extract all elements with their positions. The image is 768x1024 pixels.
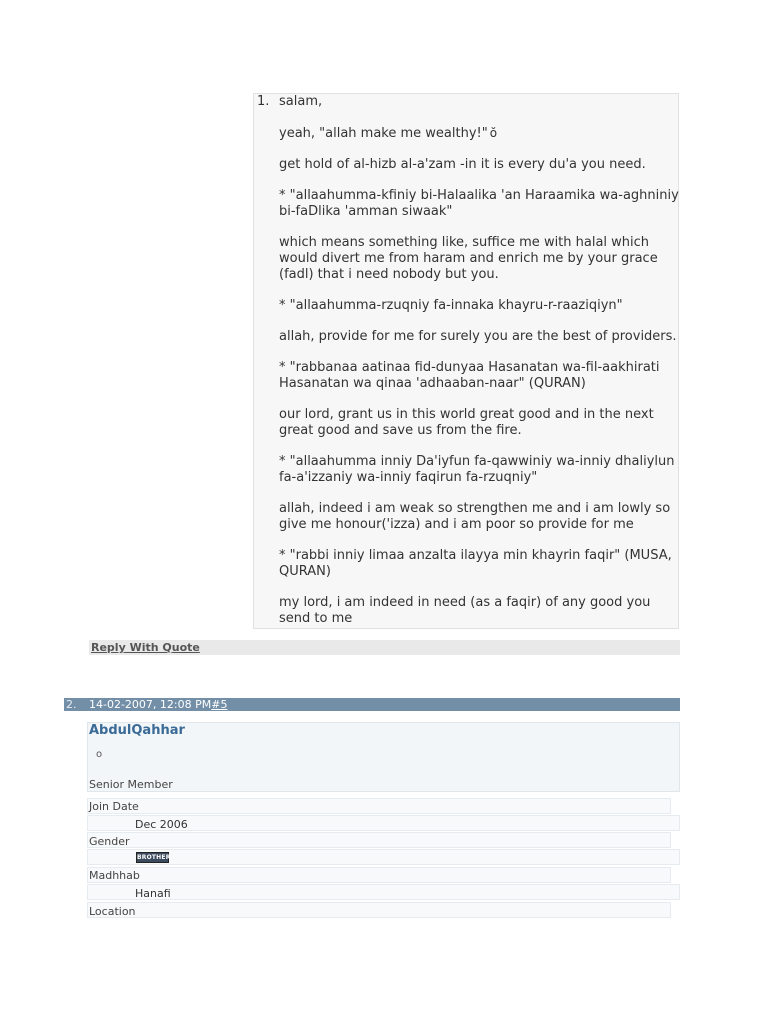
madhhab-value-row bbox=[87, 884, 680, 900]
post-paragraph: * "rabbanaa aatinaa fid-dunyaa Hasanatan wa-fil-aakhirati Hasanatan wa qinaa 'adhaaban-naar" (QURAN) bbox=[279, 360, 660, 391]
post-number: 1. bbox=[257, 94, 270, 109]
post-message bbox=[279, 94, 679, 642]
post-number: 2. bbox=[66, 698, 77, 711]
post-date: 14-02-2007, 12:08 PM#5 bbox=[89, 698, 228, 711]
post-paragraph: * "allaahumma-kfiniy bi-Halaalika 'an Haraamika wa-aghniniy bi-faDlika 'amman siwaak" bbox=[279, 188, 679, 219]
post-paragraph: get hold of al-hizb al-a'zam -in it is every du'a you need. bbox=[279, 157, 646, 172]
post-permalink[interactable]: #5 bbox=[211, 698, 228, 711]
gender-label: Gender bbox=[89, 835, 130, 848]
post-paragraph: which means something like, suffice me with halal which would divert me from haram and enrich me by your grace (fadl) that i need nobody but you. bbox=[279, 235, 658, 282]
post-paragraph: my lord, i am indeed in need (as a faqir) of any good you send to me bbox=[279, 595, 651, 626]
smiley-icon: ŏ bbox=[489, 126, 498, 140]
location-label-row bbox=[87, 902, 671, 918]
join-date-label-row bbox=[87, 798, 671, 814]
gender-value-row bbox=[87, 849, 680, 865]
online-status-icon: o bbox=[96, 749, 103, 760]
post-paragraph: our lord, grant us in this world great good and in the next great good and save us from the fire. bbox=[279, 407, 654, 438]
post-paragraph: salam, bbox=[279, 94, 323, 109]
user-title: Senior Member bbox=[89, 778, 173, 791]
post-paragraph: * "allaahumma-rzuqniy fa-innaka khayru-r-raaziqiyn" bbox=[279, 298, 623, 313]
post-paragraph: yeah, "allah make me wealthy!" ŏ bbox=[279, 126, 498, 141]
madhhab-label-row bbox=[87, 867, 671, 883]
post-header-bar bbox=[64, 698, 680, 711]
join-date-label: Join Date bbox=[89, 800, 139, 813]
post-paragraph: * "allaahumma inniy Da'iyfun fa-qawwiniy wa-inniy dhaliylun fa-a'izzaniy wa-inniy faqirun fa-rzuqniy" bbox=[279, 454, 675, 485]
post-paragraph: * "rabbi inniy limaa anzalta ilayya min khayrin faqir" (MUSA, QURAN) bbox=[279, 548, 672, 579]
gender-label-row bbox=[87, 832, 671, 848]
brother-badge: BROTHER bbox=[137, 854, 171, 861]
post-paragraph: allah, provide for me for surely you are the best of providers. bbox=[279, 329, 677, 344]
madhhab-value: Hanafi bbox=[135, 887, 171, 900]
location-label: Location bbox=[89, 905, 136, 918]
join-date-value: Dec 2006 bbox=[135, 818, 188, 831]
reply-with-quote-link[interactable]: Reply With Quote bbox=[91, 641, 200, 654]
madhhab-label: Madhhab bbox=[89, 869, 140, 882]
post-paragraph: allah, indeed i am weak so strengthen me and i am lowly so give me honour('izza) and i am poor so provide for me bbox=[279, 501, 671, 532]
username-link[interactable]: AbdulQahhar bbox=[89, 723, 185, 738]
